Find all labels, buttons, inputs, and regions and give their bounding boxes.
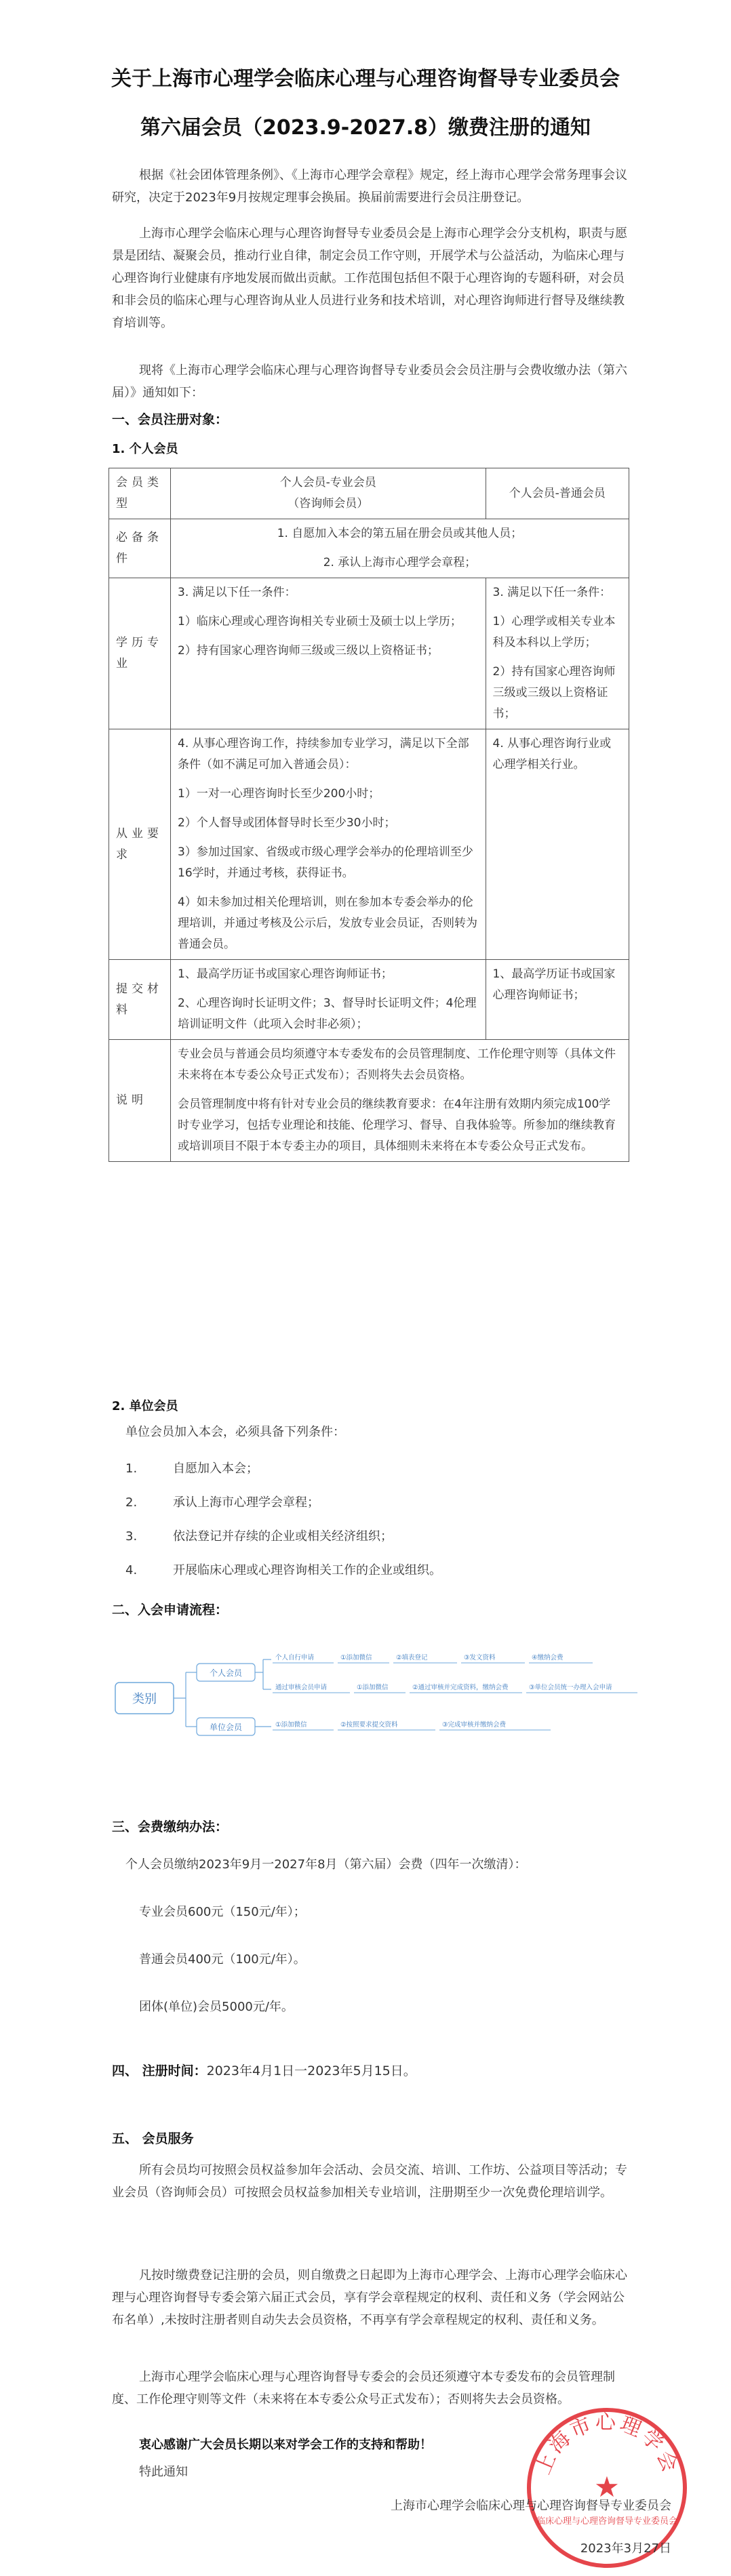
fee-normal: 普通会员400元（100元/年）。 bbox=[139, 1952, 306, 1967]
membership-table bbox=[108, 468, 629, 1162]
fee-professional: 专业会员600元（150元/年）； bbox=[139, 1905, 306, 1919]
table-col-normal: 个人会员-普通会员 bbox=[486, 468, 629, 519]
table-col-type: 会员类型 bbox=[109, 468, 171, 519]
flow-personal-label: 个人会员 bbox=[209, 1668, 243, 1678]
flow-step-label: ③完成审核并缴纳会费 bbox=[442, 1721, 507, 1729]
work-normal-item: 4. 从事心理咨询行业或心理学相关行业。 bbox=[492, 737, 612, 771]
intro-paragraph-1: 根据《社会团体管理条例》、《上海市心理学会章程》规定，经上海市心理学会常务理事会议研究，决定于2023年9月按规定理事会换届。换届前需要进行会员注册登记。 bbox=[112, 168, 627, 205]
edu-pro-item: 1）临床心理或心理咨询相关专业硕士及硕士以上学历； bbox=[178, 615, 462, 628]
intro-paragraph-2: 上海市心理学会临床心理与心理咨询督导专业委员会是上海市心理学会分支机构，职责与愿景是团结、凝聚会员，推动行业自律，制定会员工作守则，开展学术与公益活动，为临床心理与心理咨询行业健康有序地发展而做出贡献。工作范围包括但不限于心理咨询的专题科研，对会员和非会员的临床心理与心理咨询从业人员进行业务和技术培训，对心理咨询师进行督导及继续教育培训等。 bbox=[112, 226, 627, 330]
flow-steps bbox=[273, 1653, 637, 1730]
docs-normal-cell bbox=[486, 960, 629, 1040]
notice-title-line1: 关于上海市心理学会临床心理与心理咨询督导专业委员会 bbox=[111, 67, 620, 91]
flow-unit-label: 单位会员 bbox=[209, 1723, 243, 1732]
section5-heading: 五、 会员服务 bbox=[112, 2131, 194, 2146]
docs-normal-item: 1、最高学历证书或国家心理咨询师证书； bbox=[492, 967, 616, 1002]
list-item-number: 4. bbox=[125, 1563, 138, 1577]
flow-step-label: ①添加微信 bbox=[275, 1721, 307, 1729]
row-label-docs: 提交材料 bbox=[109, 960, 171, 1040]
row-label-education: 学历专业 bbox=[109, 578, 171, 729]
work-pro-item: 4）如未参加过相关伦理培训，则在参加本专委会举办的伦理培训，并通过考核及公示后，发放专业会员证，否则转为普通会员。 bbox=[178, 895, 477, 951]
service-paragraph-1: 所有会员均可按照会员权益参加年会活动、会员交流、培训、工作坊、公益项目等活动；专业会员（咨询师会员）可按照会员权益参加相关专业培训，注册期至少一次免费伦理培训学。 bbox=[112, 2163, 627, 2200]
flow-root-label: 类别 bbox=[132, 1692, 157, 1706]
flow-step-label: ④缴纳会费 bbox=[532, 1654, 564, 1662]
docs-pro-cell bbox=[171, 960, 486, 1040]
work-pro-cell bbox=[171, 729, 486, 960]
section1-sub-unit: 2. 单位会员 bbox=[112, 1399, 178, 1413]
table-col-pro-line2: （咨询师会员） bbox=[288, 497, 369, 510]
table-row bbox=[109, 519, 629, 578]
section1-heading: 一、会员注册对象： bbox=[112, 412, 229, 427]
row-label-note: 说明 bbox=[109, 1040, 171, 1162]
section4-line bbox=[112, 2061, 416, 2079]
intro-paragraph-3: 现将《上海市心理学会临床心理与心理咨询督导专业委员会会员注册与会费收缴办法（第六届）》通知如下： bbox=[112, 363, 627, 400]
note-paragraph: 专业会员与普通会员均须遵守本专委发布的会员管理制度、工作伦理守则等（具体文件未来将在本专委公众号正式发布）；否则将失去会员资格。 bbox=[178, 1047, 616, 1082]
list-item bbox=[125, 1554, 441, 1588]
flow-step-label: ②按照要求提交资料 bbox=[340, 1721, 398, 1729]
flow-step-label: 个人自行申请 bbox=[275, 1654, 315, 1662]
list-item bbox=[125, 1486, 441, 1520]
work-pro-item: 2）个人督导或团体督导时长至少30小时； bbox=[178, 816, 396, 830]
list-item-number: 3. bbox=[125, 1529, 138, 1544]
section4-value: 2023年4月1日一2023年5月15日。 bbox=[206, 2064, 416, 2078]
required-condition-2: 2. 承认上海市心理学会章程； bbox=[323, 556, 477, 569]
seal-star-icon: ★ bbox=[594, 2470, 620, 2503]
table-col-pro-line1: 个人会员-专业会员 bbox=[279, 476, 376, 489]
list-item bbox=[125, 1520, 441, 1554]
list-item-text: 承认上海市心理学会章程； bbox=[173, 1495, 319, 1510]
edu-pro-item: 3. 满足以下任一条件： bbox=[178, 586, 296, 599]
edu-pro-item: 2）持有国家心理咨询师三级或三级以上资格证书； bbox=[178, 644, 439, 658]
fee-unit: 团体(单位)会员5000元/年。 bbox=[139, 2000, 294, 2014]
required-condition-1: 1. 自愿加入本会的第五届在册会员或其他人员； bbox=[277, 527, 523, 540]
work-pro-item: 1）一对一心理咨询时长至少200小时； bbox=[178, 787, 380, 801]
list-item-text: 开展临床心理或心理咨询相关工作的企业或组织。 bbox=[173, 1563, 441, 1577]
service-paragraph-2: 凡按时缴费登记注册的会员，则自缴费之日起即为上海市心理学会、上海市心理学会临床心理与心理咨询督导专委会第六届正式会员，享有学会章程规定的权利、责任和义务（学会网站公布名单）,未按时注册者则自动失去会员资格，不再享有学会章程规定的权利、责任和义务。 bbox=[112, 2268, 627, 2327]
list-item-text: 自愿加入本会； bbox=[173, 1462, 258, 1476]
work-normal-cell bbox=[486, 729, 629, 960]
seal-inner-text: 临床心理与心理咨询督导专业委员会 bbox=[536, 2516, 678, 2527]
signature-date: 2023年3月27日 bbox=[580, 2541, 671, 2556]
list-item bbox=[125, 1452, 441, 1486]
table-row bbox=[109, 960, 629, 1040]
edu-normal-cell bbox=[486, 578, 629, 729]
docs-pro-item: 2、心理咨询时长证明文件；3、督导时长证明文件；4伦理培训证明文件（此项入会时非必须）； bbox=[178, 997, 477, 1031]
unit-conditions-list bbox=[125, 1452, 441, 1588]
section2-heading: 二、入会申请流程： bbox=[112, 1603, 229, 1617]
table-header-row bbox=[109, 468, 629, 519]
service-paragraph-3: 上海市心理学会临床心理与心理咨询督导专委会的会员还须遵守本专委发布的会员管理制度、工作伦理守则等文件（未来将在本专委公众号正式发布）；否则将失去会员资格。 bbox=[112, 2370, 615, 2407]
application-flow-diagram bbox=[102, 1647, 644, 1749]
work-pro-item: 4. 从事心理咨询工作，持续参加专业学习，满足以下全部条件（如不满足可加入普通会员）： bbox=[178, 737, 469, 771]
flow-svg bbox=[102, 1647, 644, 1749]
table-row bbox=[109, 578, 629, 729]
list-item-number: 1. bbox=[125, 1462, 138, 1476]
fee-intro: 个人会员缴纳2023年9月一2027年8月（第六届）会费（四年一次缴清）： bbox=[125, 1857, 527, 1872]
edu-pro-cell bbox=[171, 578, 486, 729]
row-label-required: 必备条件 bbox=[109, 519, 171, 578]
table-row bbox=[109, 1040, 629, 1162]
flow-step-label: 通过审核会员申请 bbox=[275, 1684, 328, 1691]
flow-step-label: ③发文资料 bbox=[464, 1654, 496, 1662]
section1-sub-personal: 1. 个人会员 bbox=[112, 442, 178, 456]
flow-step-label: ①添加微信 bbox=[357, 1684, 389, 1691]
table-col-pro bbox=[171, 468, 486, 519]
notice-title-line2: 第六届会员（2023.9-2027.8）缴费注册的通知 bbox=[140, 116, 591, 140]
note-paragraph: 会员管理制度中将有针对专业会员的继续教育要求：在4年注册有效期内须完成100学时专业学习，包括专业理论和技能、伦理学习、督导、自我体验等。所参加的继续教育或培训项目不限于本专委主办的项目，具体细则未来将在本专委公众号正式发布。 bbox=[178, 1098, 616, 1153]
flow-step-label: ②填表登记 bbox=[396, 1654, 428, 1662]
edu-normal-item: 3. 满足以下任一条件： bbox=[492, 586, 612, 599]
work-pro-item: 3）参加过国家、省级或市级心理学会举办的伦理培训至少16学时，并通过考核，获得证书。 bbox=[178, 845, 473, 880]
list-item-number: 2. bbox=[125, 1495, 138, 1510]
note-cell bbox=[171, 1040, 629, 1162]
edu-normal-item: 1）心理学或相关专业本科及本科以上学历； bbox=[492, 615, 616, 649]
unit-intro: 单位会员加入本会，必须具备下列条件： bbox=[125, 1425, 345, 1439]
docs-pro-item: 1、最高学历证书或国家心理咨询师证书； bbox=[178, 967, 393, 981]
section4-label: 四、 注册时间： bbox=[112, 2064, 207, 2078]
section3-heading: 三、会费缴纳办法： bbox=[112, 1819, 229, 1834]
signature-org: 上海市心理学会临床心理与心理咨询督导专业委员会 bbox=[391, 2499, 671, 2513]
list-item-text: 依法登记并存续的企业或相关经济组织； bbox=[173, 1529, 393, 1544]
table-row bbox=[109, 729, 629, 960]
required-conditions-cell bbox=[171, 519, 629, 578]
closing-line: 特此通知 bbox=[139, 2465, 188, 2479]
flow-step-label: ①添加微信 bbox=[340, 1654, 372, 1662]
flow-step-label: ②通过审核并完成资料，缴纳会费 bbox=[412, 1684, 509, 1691]
seal-outer-text: 上海市心理学会 bbox=[531, 2411, 683, 2478]
row-label-work: 从业要求 bbox=[109, 729, 171, 960]
edu-normal-item: 2）持有国家心理咨询师三级或三级以上资格证书； bbox=[492, 665, 616, 721]
flow-step-label: ③单位会员统一办理入会申请 bbox=[529, 1684, 612, 1691]
thanks-line: 衷心感谢广大会员长期以来对学会工作的支持和帮助！ bbox=[139, 2438, 432, 2452]
